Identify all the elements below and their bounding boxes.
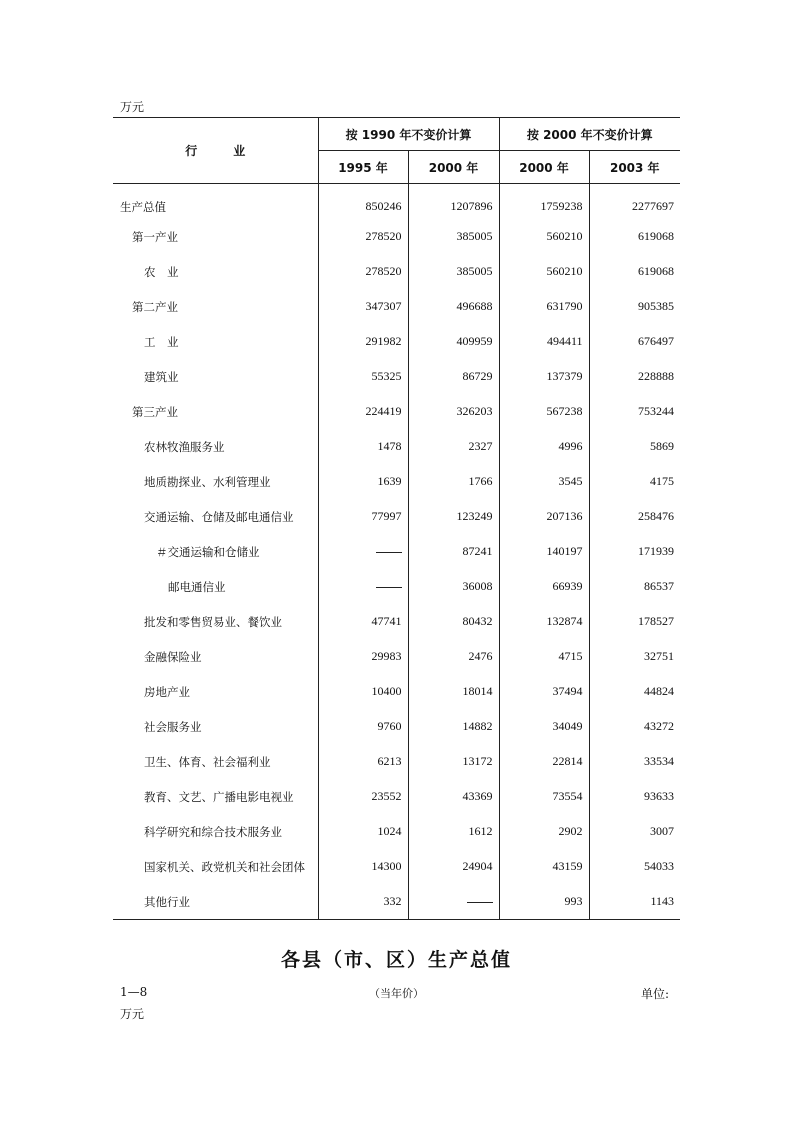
table-row xyxy=(113,814,680,849)
value-cell: 993 xyxy=(499,884,589,920)
value-cell: 619068 xyxy=(589,254,680,289)
unit-label: 单位: xyxy=(641,987,670,1001)
row-label: 社会服务业 xyxy=(144,719,202,734)
row-label: 卫生、体育、社会福利业 xyxy=(144,754,271,769)
industry-column-header: 行 业 xyxy=(113,118,318,184)
table-row xyxy=(113,639,680,674)
value-cell: 55325 xyxy=(318,359,408,394)
row-label: 批发和零售贸易业、餐饮业 xyxy=(144,614,282,629)
price-basis-note: （当年价） xyxy=(369,987,424,1000)
value-cell: 73554 xyxy=(499,779,589,814)
value-cell: 2476 xyxy=(408,639,499,674)
value-cell: 137379 xyxy=(499,359,589,394)
table-row xyxy=(113,674,680,709)
value-cell: 34049 xyxy=(499,709,589,744)
header-row-groups xyxy=(113,118,680,151)
value-cell: 24904 xyxy=(408,849,499,884)
value-cell: 36008 xyxy=(408,569,499,604)
table-row xyxy=(113,569,680,604)
value-cell: 347307 xyxy=(318,289,408,324)
table-row xyxy=(113,779,680,814)
value-cell: 385005 xyxy=(408,254,499,289)
group-header-1990-prices: 按 1990 年不变价计算 xyxy=(318,118,499,151)
value-cell: 86729 xyxy=(408,359,499,394)
value-cell: 18014 xyxy=(408,674,499,709)
value-cell: 43159 xyxy=(499,849,589,884)
value-cell: 66939 xyxy=(499,569,589,604)
value-cell: 496688 xyxy=(408,289,499,324)
unit-value: 万元 xyxy=(120,1007,145,1021)
table-row xyxy=(113,254,680,289)
value-cell: 2277697 xyxy=(589,184,680,220)
value-cell: 207136 xyxy=(499,499,589,534)
value-cell: 228888 xyxy=(589,359,680,394)
value-cell: 23552 xyxy=(318,779,408,814)
table-header xyxy=(113,118,680,184)
value-cell: 4175 xyxy=(589,464,680,499)
table-row xyxy=(113,744,680,779)
row-label: 科学研究和综合技术服务业 xyxy=(144,824,282,839)
value-cell: 22814 xyxy=(499,744,589,779)
value-cell: 171939 xyxy=(589,534,680,569)
row-label: 房地产业 xyxy=(144,684,190,699)
value-cell: 224419 xyxy=(318,394,408,429)
no-data-dash xyxy=(376,587,402,588)
row-label: 国家机关、政党机关和社会团体 xyxy=(144,859,305,874)
value-cell: 291982 xyxy=(318,324,408,359)
year-header: 2000 年 xyxy=(408,151,499,184)
value-cell: 560210 xyxy=(499,219,589,254)
value-cell: 1766 xyxy=(408,464,499,499)
table-row xyxy=(113,499,680,534)
year-header: 1995 年 xyxy=(318,151,408,184)
value-cell: 278520 xyxy=(318,254,408,289)
section-title: 各县（市、区）生产总值 xyxy=(280,949,512,971)
gdp-by-industry-table xyxy=(113,117,680,920)
row-label: 金融保险业 xyxy=(144,649,202,664)
value-cell: 1143 xyxy=(589,884,680,920)
row-label: 农林牧渔服务业 xyxy=(144,439,225,454)
row-label: 地质勘探业、水利管理业 xyxy=(144,474,271,489)
value-cell: 80432 xyxy=(408,604,499,639)
row-label: 农 业 xyxy=(144,264,179,279)
value-cell: 77997 xyxy=(318,499,408,534)
value-cell: 2327 xyxy=(408,429,499,464)
row-label: 第一产业 xyxy=(132,229,178,244)
value-cell: 29983 xyxy=(318,639,408,674)
table-row xyxy=(113,429,680,464)
value-cell: 753244 xyxy=(589,394,680,429)
unit-label-top: 万元 xyxy=(120,100,145,114)
value-cell: 905385 xyxy=(589,289,680,324)
value-cell: 560210 xyxy=(499,254,589,289)
value-cell: 43369 xyxy=(408,779,499,814)
year-header: 2000 年 xyxy=(499,151,589,184)
value-cell: 4996 xyxy=(499,429,589,464)
value-cell: 5869 xyxy=(589,429,680,464)
value-cell: 850246 xyxy=(318,184,408,220)
table-row xyxy=(113,219,680,254)
row-label: 第二产业 xyxy=(132,299,178,314)
table-row xyxy=(113,464,680,499)
value-cell: 10400 xyxy=(318,674,408,709)
value-cell: 87241 xyxy=(408,534,499,569)
value-cell: 47741 xyxy=(318,604,408,639)
table-number: 1—8 xyxy=(120,985,148,999)
value-cell: 326203 xyxy=(408,394,499,429)
value-cell: 3545 xyxy=(499,464,589,499)
value-cell: 619068 xyxy=(589,219,680,254)
value-cell: 494411 xyxy=(499,324,589,359)
value-cell: 9760 xyxy=(318,709,408,744)
value-cell: 567238 xyxy=(499,394,589,429)
value-cell: 132874 xyxy=(499,604,589,639)
value-cell: 14882 xyxy=(408,709,499,744)
table-row xyxy=(113,359,680,394)
value-cell: 1478 xyxy=(318,429,408,464)
row-label: 其他行业 xyxy=(113,884,318,920)
row-label: 工 业 xyxy=(144,334,179,349)
value-cell: 1612 xyxy=(408,814,499,849)
value-cell xyxy=(408,884,499,920)
value-cell: 1759238 xyxy=(499,184,589,220)
row-label: 教育、文艺、广播电影电视业 xyxy=(144,789,294,804)
value-cell: 13172 xyxy=(408,744,499,779)
table-row xyxy=(113,709,680,744)
value-cell: 631790 xyxy=(499,289,589,324)
value-cell: 93633 xyxy=(589,779,680,814)
value-cell: 43272 xyxy=(589,709,680,744)
value-cell: 1207896 xyxy=(408,184,499,220)
value-cell: 258476 xyxy=(589,499,680,534)
value-cell: 385005 xyxy=(408,219,499,254)
value-cell: 54033 xyxy=(589,849,680,884)
table-row xyxy=(113,849,680,884)
table-row xyxy=(113,604,680,639)
row-label: ＃交通运输和仓储业 xyxy=(156,544,260,559)
group-header-2000-prices: 按 2000 年不变价计算 xyxy=(499,118,680,151)
no-data-dash xyxy=(467,902,493,903)
value-cell: 14300 xyxy=(318,849,408,884)
row-label: 生产总值 xyxy=(120,199,166,214)
value-cell: 676497 xyxy=(589,324,680,359)
value-cell: 1024 xyxy=(318,814,408,849)
value-cell: 86537 xyxy=(589,569,680,604)
row-label: 第三产业 xyxy=(132,404,178,419)
value-cell: 178527 xyxy=(589,604,680,639)
value-cell xyxy=(318,534,408,569)
value-cell: 3007 xyxy=(589,814,680,849)
value-cell: 123249 xyxy=(408,499,499,534)
value-cell: 278520 xyxy=(318,219,408,254)
table-row xyxy=(113,184,680,220)
table-row xyxy=(113,289,680,324)
value-cell: 332 xyxy=(318,884,408,920)
value-cell: 409959 xyxy=(408,324,499,359)
table-body xyxy=(113,184,680,920)
no-data-dash xyxy=(376,552,402,553)
value-cell: 4715 xyxy=(499,639,589,674)
table-row xyxy=(113,534,680,569)
year-header: 2003 年 xyxy=(589,151,680,184)
table-row xyxy=(113,884,680,920)
row-label: 邮电通信业 xyxy=(168,579,226,594)
value-cell: 1639 xyxy=(318,464,408,499)
value-cell: 2902 xyxy=(499,814,589,849)
row-label: 交通运输、仓储及邮电通信业 xyxy=(144,509,294,524)
value-cell xyxy=(318,569,408,604)
value-cell: 44824 xyxy=(589,674,680,709)
value-cell: 6213 xyxy=(318,744,408,779)
table-row xyxy=(113,324,680,359)
value-cell: 33534 xyxy=(589,744,680,779)
row-label: 建筑业 xyxy=(144,369,179,384)
table-row xyxy=(113,394,680,429)
value-cell: 140197 xyxy=(499,534,589,569)
value-cell: 32751 xyxy=(589,639,680,674)
value-cell: 37494 xyxy=(499,674,589,709)
